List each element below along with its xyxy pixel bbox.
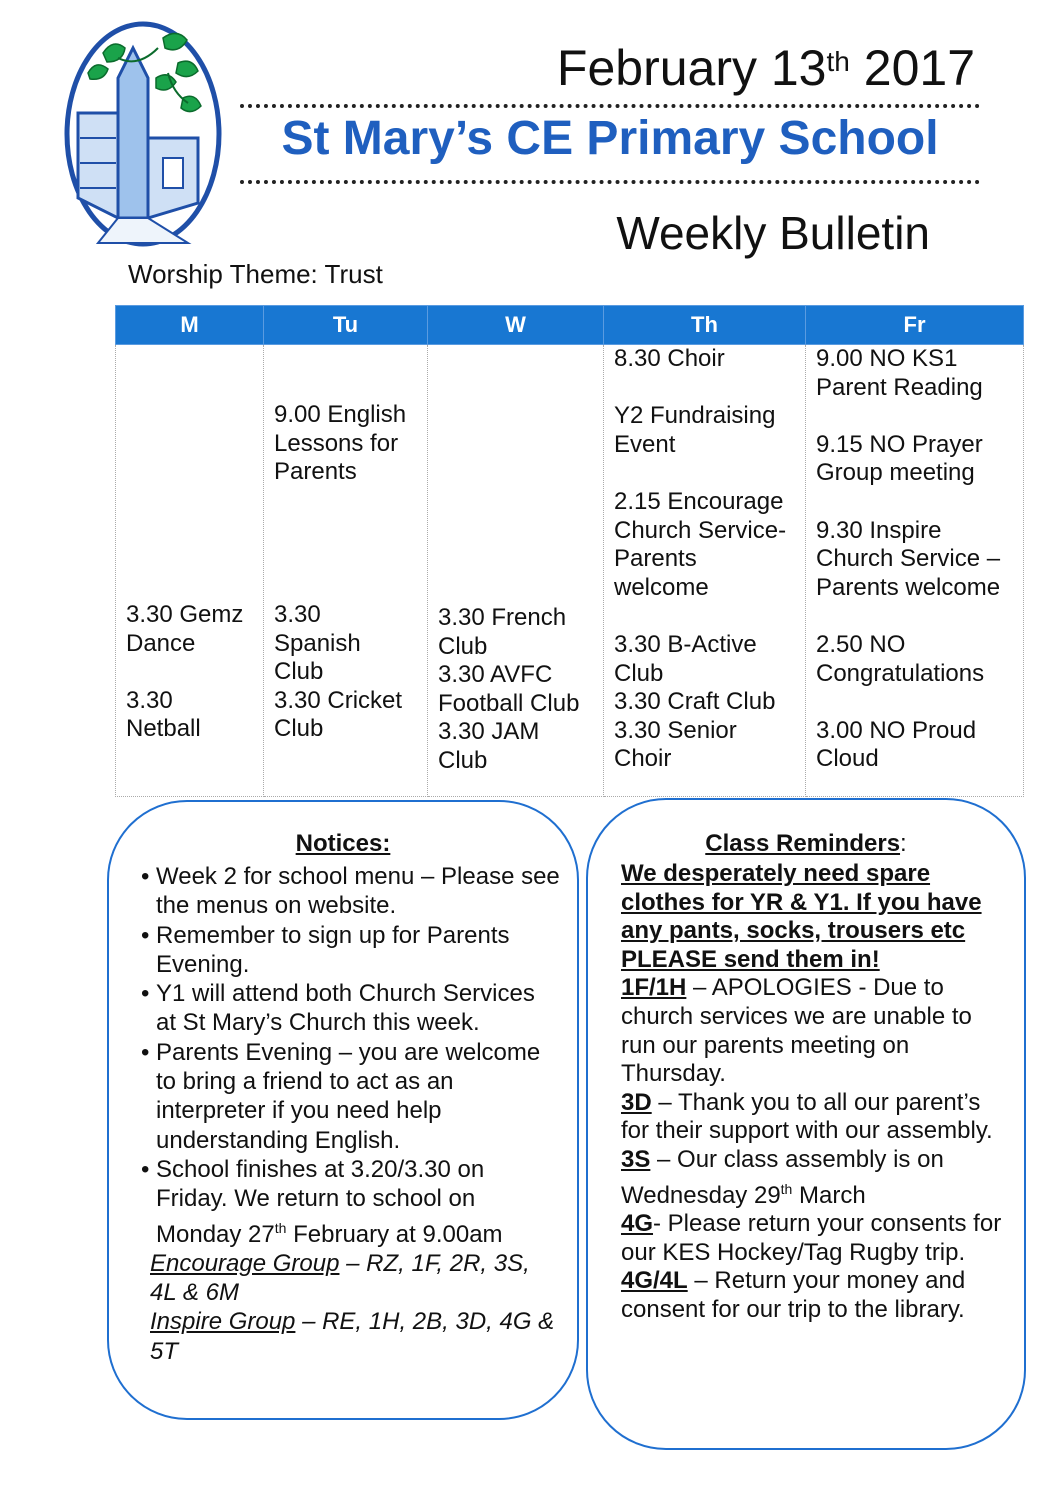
- notice-text: [156, 1156, 503, 1248]
- school-logo: [58, 18, 228, 248]
- timetable-row: [116, 345, 1024, 797]
- reminder-class: 1F/1H: [621, 974, 687, 1002]
- notice-text: Parents Evening – you are welcome to bring a friend to act as an interpreter if you need help understanding English.: [156, 1038, 541, 1154]
- reminder-class: 4G: [621, 1210, 654, 1238]
- day-header-friday: Fr: [806, 306, 1024, 345]
- reminder-class: 3D: [621, 1088, 652, 1116]
- urgent-clothes-request: We desperately need spare clothes for YR & Y1. If you have any pants, socks, trousers etc PLEASE send them in!: [621, 860, 982, 973]
- wednesday-events: 3.30 French Club 3.30 AVFC Football Club 3.30 JAM Club: [438, 604, 580, 774]
- reminder-text: – Return your money and consent for our trip to the library.: [621, 1267, 966, 1323]
- cell-monday: [116, 345, 264, 797]
- tuesday-morning-events: 9.00 English Lessons for Parents: [274, 401, 407, 486]
- finish-text: School finishes at 3.20/3.30 on Friday. We return to school on Monday 27: [156, 1155, 485, 1248]
- reminder-ordinal: th: [780, 1180, 793, 1197]
- reminders-title-text: Class Reminders: [705, 830, 901, 857]
- bullet-icon: •: [141, 921, 150, 949]
- notice-text: Remember to sign up for Parents Evening.: [156, 921, 510, 978]
- reminder-item: [621, 1267, 1006, 1324]
- notice-item: [141, 862, 561, 921]
- reminder-class: 3S: [621, 1145, 651, 1173]
- reminder-item: [621, 1210, 1006, 1267]
- notice-item: [141, 921, 561, 980]
- thursday-events: 8.30 Choir Y2 Fundraising Event 2.15 Encourage Church Service- Parents welcome 3.30 B-Active Club 3.30 Craft Club 3.30 Senior Choir: [614, 345, 787, 773]
- reminder-text: – Thank you to all our parent’s for their support with our assembly.: [621, 1088, 993, 1145]
- reminders-body: [621, 860, 1006, 1325]
- group-classes: – RZ, 1F, 2R, 3S, 4L & 6M: [150, 1249, 530, 1307]
- school-name: St Mary’s CE Primary School: [281, 112, 939, 165]
- day-header-thursday: Th: [604, 306, 806, 345]
- date-year: 2017: [863, 40, 975, 96]
- cell-wednesday: [428, 345, 604, 797]
- bullet-icon: •: [141, 1155, 150, 1183]
- reminder-text: – APOLOGIES - Due to church services we are unable to run our parents meeting on Thursday.: [621, 974, 972, 1088]
- notice-item: [141, 1038, 561, 1155]
- reminder-text: - Please return your consents for our KES Hockey/Tag Rugby trip.: [621, 1210, 1002, 1266]
- day-header-wednesday: W: [428, 306, 604, 345]
- bulletin-title: Weekly Bulletin: [616, 207, 930, 259]
- reminder-item: [621, 974, 1006, 1088]
- worship-theme: Worship Theme: Trust: [128, 259, 383, 289]
- notices-title: Notices:: [295, 830, 391, 857]
- notice-item: [141, 979, 561, 1038]
- class-reminders-panel: [586, 798, 1026, 1450]
- dotted-rule-bottom: [240, 180, 980, 184]
- notices-panel: [107, 800, 579, 1420]
- reminders-title: [588, 830, 1024, 858]
- group-classes: – RE, 1H, 2B, 3D, 4G & 5T: [150, 1308, 555, 1365]
- notice-text: Week 2 for school menu – Please see the menus on website.: [156, 863, 560, 920]
- day-header-monday: M: [116, 306, 264, 345]
- date-main: February 13: [556, 40, 827, 96]
- bulletin-date: [440, 38, 975, 98]
- reminders-title-colon: :: [900, 830, 907, 857]
- reminder-text-end: March: [792, 1181, 866, 1209]
- weekly-timetable: [115, 305, 1024, 797]
- timetable-header-row: [116, 306, 1024, 345]
- notice-item: [141, 1155, 561, 1249]
- reminder-item: [621, 1146, 1006, 1210]
- dotted-rule-top: [240, 104, 980, 108]
- group-line: [141, 1249, 561, 1308]
- bullet-icon: •: [141, 1038, 150, 1066]
- notices-list: [141, 862, 561, 1366]
- day-header-tuesday: Tu: [264, 306, 428, 345]
- friday-events: 9.00 NO KS1 Parent Reading 9.15 NO Prayer Group meeting 9.30 Inspire Church Service – Parents welcome 2.50 NO Congratulations 3.00 NO Proud Cloud: [816, 345, 1001, 773]
- cell-tuesday: [264, 345, 428, 797]
- finish-ordinal: th: [274, 1219, 287, 1236]
- reminder-item: [621, 1089, 1006, 1146]
- tuesday-afternoon-events: 3.30 Spanish Club 3.30 Cricket Club: [274, 601, 403, 743]
- notice-text: Y1 will attend both Church Services at St Mary’s Church this week.: [156, 980, 535, 1037]
- cell-friday: [806, 345, 1024, 797]
- reminder-text: – Our class assembly is on Wednesday 29: [621, 1145, 944, 1209]
- date-ordinal: th: [826, 46, 850, 77]
- reminder-class: 4G/4L: [621, 1267, 688, 1295]
- cell-thursday: [604, 345, 806, 797]
- group-name: Encourage Group: [150, 1249, 340, 1277]
- group-name: Inspire Group: [150, 1308, 296, 1336]
- group-line: [141, 1307, 561, 1366]
- finish-text-end: February at 9.00am: [286, 1220, 503, 1248]
- monday-events: 3.30 Gemz Dance 3.30 Netball: [126, 601, 244, 743]
- bullet-icon: •: [141, 980, 150, 1008]
- bullet-icon: •: [141, 863, 150, 890]
